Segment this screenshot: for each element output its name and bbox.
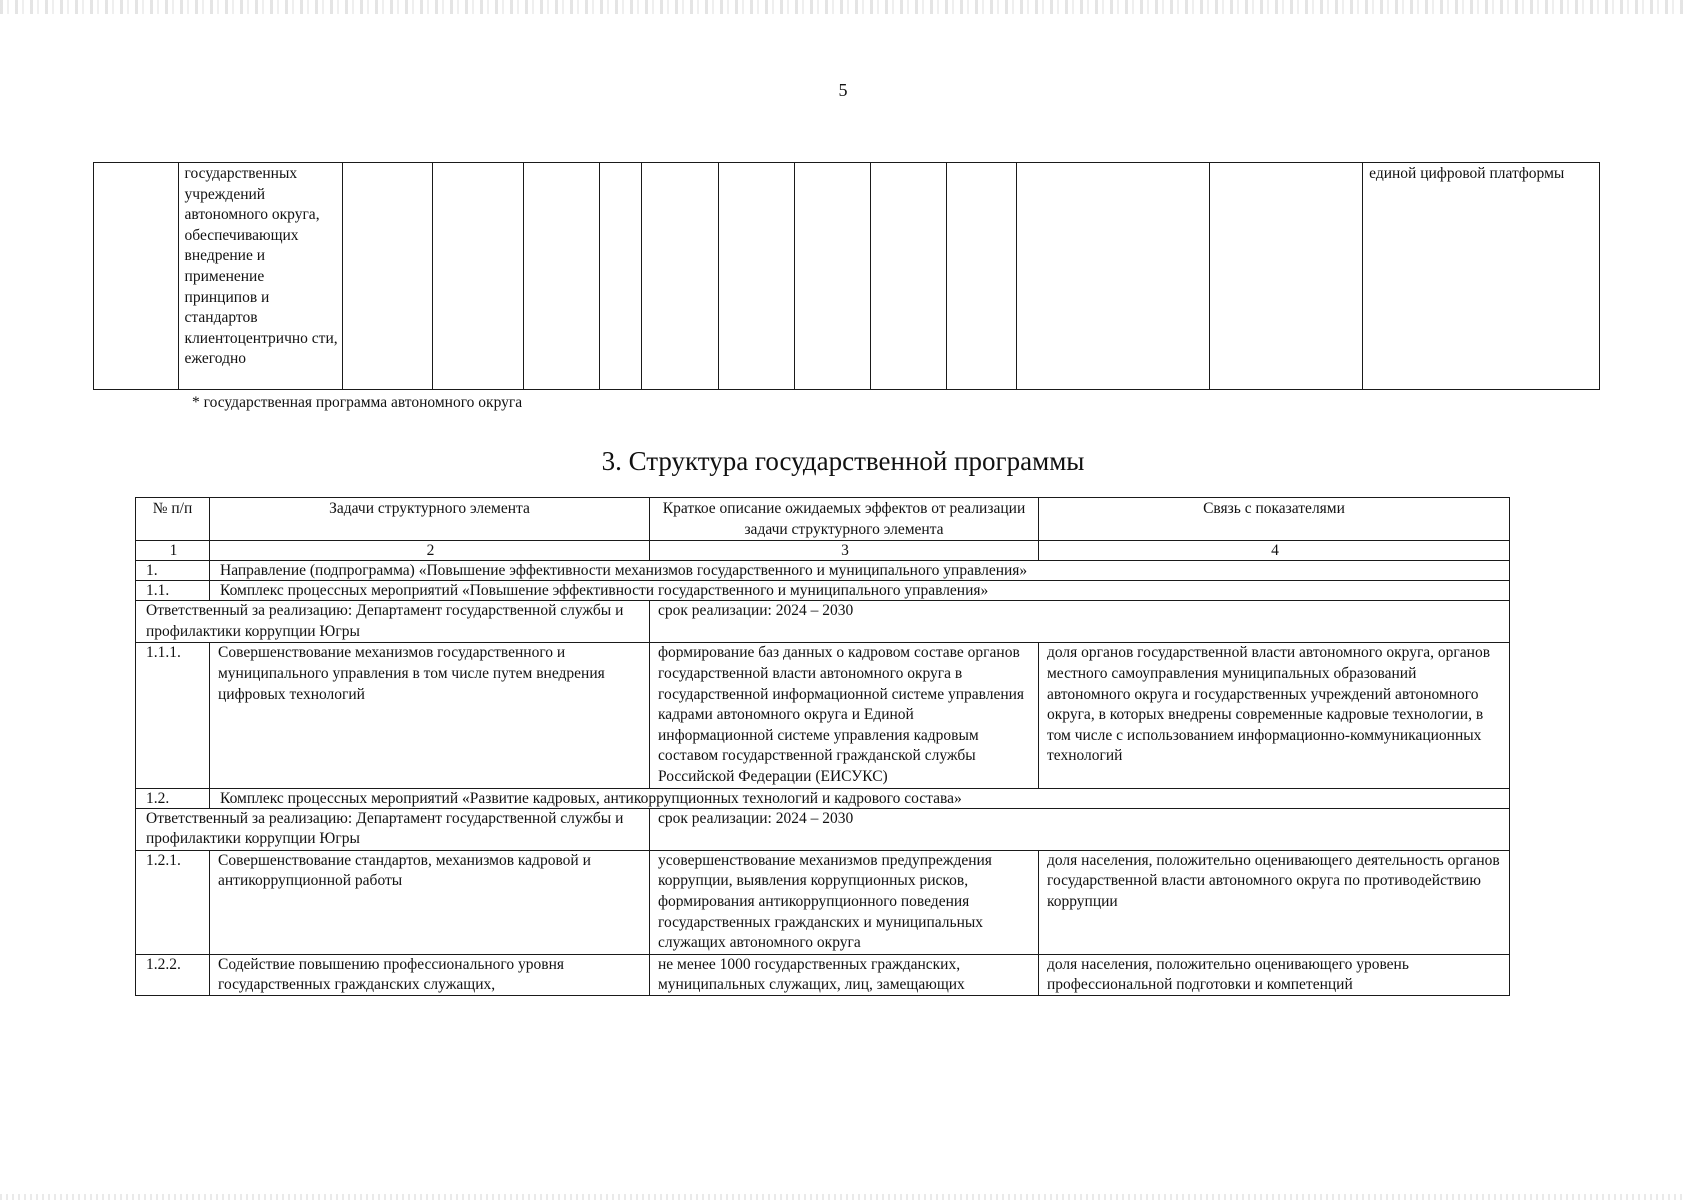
effect-cell: усовершенствование механизмов предупреждения коррупции, выявления коррупционных рисков, формирования антикоррупционного поведения государственных гражданских и муниципальных служащих автономного округа xyxy=(650,850,1039,954)
row-number: 1.1.1. xyxy=(136,643,210,788)
table-cell xyxy=(1016,163,1209,390)
direction-title: Направление (подпрограмма) «Повышение эффективности механизмов государственного и муниципального управления» xyxy=(210,561,1510,581)
footnote: * государственная программа автономного округа xyxy=(192,394,523,411)
table-cell xyxy=(343,163,433,390)
last-col-text: единой цифровой платформы xyxy=(1369,165,1565,182)
table-row xyxy=(136,808,1510,850)
header-cell-link: Связь с показателями xyxy=(1039,498,1510,541)
col-number: 2 xyxy=(210,541,650,561)
link-cell: доля населения, положительно оценивающего деятельность органов государственной власти автономного округа по противодействию коррупции xyxy=(1039,850,1510,954)
structure-table xyxy=(135,497,1510,996)
table-cell xyxy=(870,163,946,390)
link-text: доля населения, положительно оценивающего уровень профессиональной подготовки и компетенций xyxy=(1047,955,1409,994)
table-cell xyxy=(946,163,1016,390)
header-cell-tasks: Задачи структурного элемента xyxy=(210,498,650,541)
table-row xyxy=(136,561,1510,581)
table-cell xyxy=(178,163,343,390)
table-row xyxy=(136,954,1510,995)
section-title: 3. Структура государственной программы xyxy=(601,446,1085,476)
col-number: 3 xyxy=(650,541,1039,561)
col-number: 4 xyxy=(1039,541,1510,561)
header-cell-effects: Краткое описание ожидаемых эффектов от реализации задачи структурного элемента xyxy=(650,498,1039,541)
table-row xyxy=(136,601,1510,643)
scan-artifact-bottom xyxy=(0,1194,1686,1200)
row-number: 1.2.1. xyxy=(136,850,210,954)
page-number: 5 xyxy=(838,80,848,100)
table-row xyxy=(136,850,1510,954)
table-cell xyxy=(794,163,870,390)
row-number: 1. xyxy=(136,561,210,581)
col-number: 1 xyxy=(136,541,210,561)
table-cell xyxy=(1209,163,1362,390)
task-cell: Совершенствование стандартов, механизмов кадровой и антикоррупционной работы xyxy=(210,850,650,954)
table-cell xyxy=(600,163,642,390)
row-number: 1.1. xyxy=(136,581,210,601)
term-cell: срок реализации: 2024 – 2030 xyxy=(650,601,1510,643)
header-row xyxy=(136,498,1510,541)
responsible-cell: Ответственный за реализацию: Департамент государственной службы и профилактики коррупции Югры xyxy=(136,601,650,643)
effect-text: не менее 1000 государственных гражданских, муниципальных служащих, лиц, замещающих xyxy=(658,955,965,994)
link-cell xyxy=(1039,954,1510,995)
task-cell: Совершенствование механизмов государственного и муниципального управления в том числе путем внедрения цифровых технологий xyxy=(210,643,650,788)
table-cell xyxy=(718,163,794,390)
table-cell xyxy=(524,163,600,390)
responsible-cell: Ответственный за реализацию: Департамент государственной службы и профилактики коррупции Югры xyxy=(136,808,650,850)
effect-cell: формирование баз данных о кадровом составе органов государственной власти автономного округа в государственной информационной системе управления кадрами автономного округа и Единой информационной системе управления кадровым составом государственной гражданской службы Российской Федерации (ЕИСУКС) xyxy=(650,643,1039,788)
table-cell xyxy=(433,163,524,390)
continuation-row xyxy=(94,163,1600,390)
row-number-text: 1.2.2. xyxy=(146,955,181,973)
task-text: Содействие повышению профессионального уровня государственных гражданских служащих, xyxy=(218,955,565,994)
complex-title: Комплекс процессных мероприятий «Повышение эффективности государственного и муниципального управления» xyxy=(210,581,1510,601)
table-row xyxy=(136,581,1510,601)
indicator-text-continuation: государственных учреждений автономного округа, обеспечивающих внедрение и применение принципов и стандартов клиентоцентрично сти, ежегодно xyxy=(184,165,338,368)
row-number: 1.2. xyxy=(136,788,210,808)
table-row xyxy=(136,643,1510,788)
column-number-row xyxy=(136,541,1510,561)
row-number xyxy=(136,954,210,995)
task-cell xyxy=(210,954,650,995)
table-row xyxy=(136,788,1510,808)
scan-artifact-top xyxy=(0,0,1686,14)
table-cell xyxy=(94,163,179,390)
table-cell xyxy=(642,163,718,390)
header-cell-num: № п/п xyxy=(136,498,210,541)
complex-title: Комплекс процессных мероприятий «Развитие кадровых, антикоррупционных технологий и кадрового состава» xyxy=(210,788,1510,808)
effect-cell xyxy=(650,954,1039,995)
term-cell: срок реализации: 2024 – 2030 xyxy=(650,808,1510,850)
continuation-table xyxy=(93,162,1600,390)
link-cell: доля органов государственной власти автономного округа, органов местного самоуправления муниципальных образований автономного округа и государственных учреждений автономного округа, в которых внедрены современные кадровые технологии, в том числе с использованием информационно-коммуникационных технологий xyxy=(1039,643,1510,788)
table-cell xyxy=(1363,163,1600,390)
